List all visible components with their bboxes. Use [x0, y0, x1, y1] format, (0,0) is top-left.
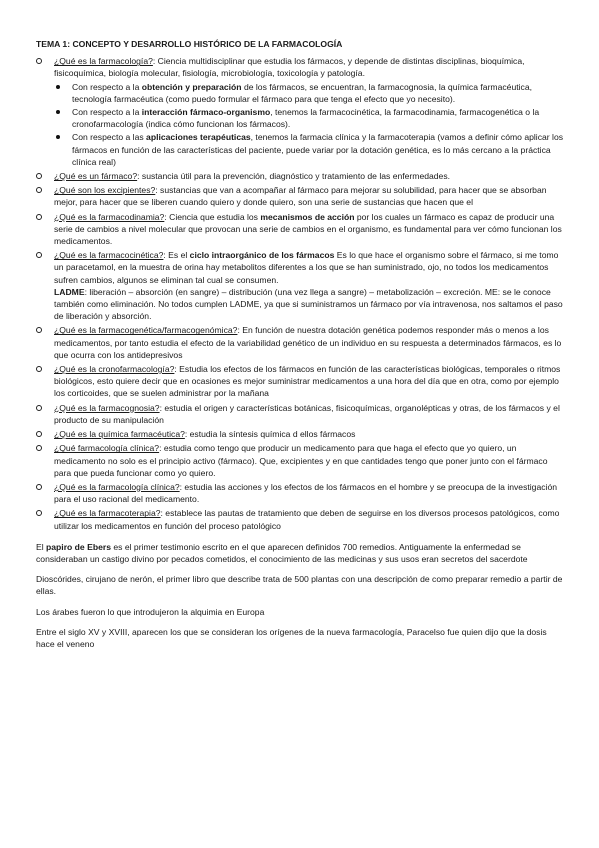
answer: : estudia el origen y características botánicas, fisicoquímicas, organolépticas y otras, de los fármacos y el producto de su manipulación	[54, 402, 560, 425]
answer: : liberación – absorción (en sangre) – distribución (una vez llega a sangre) – metabolización – excreción. ME: se le conoce también como eliminación. No todos cumplen LADME, ya que si suministramos un fármaco por vía intravenosa, nos saltamos el paso de liberación y absorción.	[54, 286, 563, 322]
sub-text: Con respecto a la	[72, 107, 142, 118]
answer: : sustancia útil para la prevención, diagnóstico y tratamiento de las enfermedades.	[137, 171, 451, 182]
question: ¿Qué es la cronofarmacología?	[54, 364, 175, 375]
question: ¿Qué es la farmacoterapia?	[54, 508, 161, 519]
sub-bold: aplicaciones terapéuticas	[146, 132, 251, 143]
answer-bold: mecanismos de acción	[260, 211, 355, 222]
question: ¿Qué farmacología clínica?	[54, 443, 160, 454]
answer: : Es el	[163, 250, 190, 261]
answer: : En función de nuestra dotación genética podemos responder más o menos a los medicamentos, por tanto estudia el efecto de la variabilidad genético de un individuo en su respuesta a determinados fármacos, es lo que ocurra con los antidepresivos	[54, 325, 562, 360]
paragraph: Entre el siglo XV y XVIII, aparecen los que se consideran los orígenes de la nueva farmacología, Paracelso fue quien dijo que la dosis hace el veneno	[36, 626, 547, 649]
paragraph-text: El	[36, 541, 47, 552]
paragraph: Los árabes fueron lo que introdujeron la alquimia en Europa	[36, 606, 265, 617]
sub-list	[54, 81, 566, 168]
question: ¿Qué es la farmacodinamia?	[54, 211, 165, 222]
answer-bold: LADME	[54, 286, 85, 297]
question: ¿Qué es la farmacocinética?	[54, 250, 164, 261]
list-item	[36, 55, 566, 168]
list-item	[36, 249, 566, 322]
answer: por los cuales un fármaco es capaz de producir una serie de cambios a nivel molecular que provocan una serie de cambios en el organismo, es fundamental para ver cómo funcionan los medicamentos.	[54, 211, 562, 247]
question: ¿Qué es la farmacogenética/farmacogenómica?	[54, 325, 238, 336]
question: ¿Qué es la farmacología?	[54, 56, 153, 67]
sub-text: Con respecto a la	[72, 81, 142, 92]
paragraph-text: es el primer testimonio escrito en el que aparecen definidos 700 remedios. Antiguamente la enfermedad se consideraban un castigo divino por pecados cometidos, el conocimiento de las medicinas y sus usos eran secretos del sacerdote	[36, 541, 528, 564]
answer: : estudia como tengo que producir un medicamento para que haga el efecto que yo quiero, un medicamento no solo es el principio activo (fármaco). Que, excipientes y en que cantidades tengo que poner junto con el fármaco para que pueda funcionar como yo quiero.	[54, 443, 548, 478]
question: ¿Qué es la farmacología clínica?	[54, 481, 180, 492]
sub-list-item	[54, 131, 566, 168]
list-item	[36, 402, 566, 426]
document-title: TEMA 1: CONCEPTO Y DESARROLLO HISTÓRICO DE LA FARMACOLOGÍA	[36, 39, 343, 49]
paragraph-bold: papiro de Ebers	[46, 541, 111, 552]
question: ¿Qué es la farmacognosia?	[54, 402, 160, 413]
list-item	[36, 211, 566, 248]
list-item	[36, 428, 566, 440]
answer: : Ciencia que estudia los	[164, 211, 261, 222]
list-item	[36, 184, 566, 208]
answer: : estudia las acciones y los efectos de los fármacos en el hombre y se preocupa de la investigación para el uso racional del medicamento.	[54, 481, 558, 505]
sub-text: , tenemos la farmacia clínica y la farmacoterapia (vamos a definir cómo aplicar los fármacos en función de las características del paciente, puede variar por la dotación genética, es lo más cercano a la práctica clínica real)	[72, 132, 564, 167]
answer: : Estudia los efectos de los fármacos en función de las características biológicas, temporales o ritmos biológicos, esto quiere decir que en ocasiones es mejor suministrar medicamentos a una hora del día que en otra, como por ejemplo los corticoides, que se suelen administrar por la mañana	[54, 364, 561, 399]
list-item	[36, 507, 566, 531]
sub-text: Con respecto a las	[72, 132, 147, 143]
list-item	[36, 481, 566, 505]
sub-list-item	[54, 81, 566, 105]
question: ¿Qué es un fármaco?	[54, 171, 138, 182]
paragraph: Dioscórides, cirujano de nerón, el primer libro que describe trata de 500 plantas con una descripción de como preparar remedio a partir de ellas.	[36, 574, 563, 597]
answer-bold: ciclo intraorgánico de los fármacos	[189, 250, 335, 261]
question: ¿Qué es la química farmacéutica?	[54, 429, 185, 440]
answer: : sustancias que van a acompañar al fármaco para mejorar su solubilidad, para hacer que se absorban mejor, para hacer que se liberen cuando quiero y donde quiero, son una serie de sustancias que hacen que el	[54, 185, 547, 208]
sub-text: , tenemos la farmacocinética, la farmacodinamia, farmacogenética o la cronofarmacología (indica cómo funcionan los fármacos).	[72, 107, 540, 130]
list-item	[36, 363, 566, 400]
sub-text: de los fármacos, se encuentran, la farmacognosia, la química farmacéutica, tecnología farmacéutica (como puedo formular el fármaco para que tenga el efecto que yo necesito).	[72, 81, 532, 104]
answer: : establece las pautas de tratamiento que deben de seguirse en los diversos procesos patológicos, como utilizar los medicamentos en función del proceso patológico	[54, 508, 560, 531]
answer: Es lo que hace el organismo sobre el fármaco, si me tomo un paracetamol, en la muestra de orina hay metabolitos diferentes a los que se han suministrado, ojo, no todos los medicamentos sufren cambios, algunos se eliminan tal cual se consumen.	[54, 250, 559, 285]
answer: : estudia la síntesis química d ellos fármacos	[184, 429, 356, 440]
list-item	[36, 324, 566, 361]
sub-list-item	[54, 106, 566, 130]
document-page	[36, 38, 566, 658]
paragraph	[36, 541, 566, 565]
definitions-list	[36, 55, 566, 532]
question: ¿Qué son los excipientes?	[54, 185, 156, 196]
list-item	[36, 170, 566, 182]
sub-bold: interacción fármaco-organismo	[141, 107, 271, 118]
sub-bold: obtención y preparación	[141, 81, 242, 92]
list-item	[36, 442, 566, 479]
answer: : Ciencia multidisciplinar que estudia los fármacos, y depende de distintas disciplinas, bioquímica, fisicoquímica, biología molecular, fisiología, microbiología, toxicología y patología.	[54, 56, 525, 79]
